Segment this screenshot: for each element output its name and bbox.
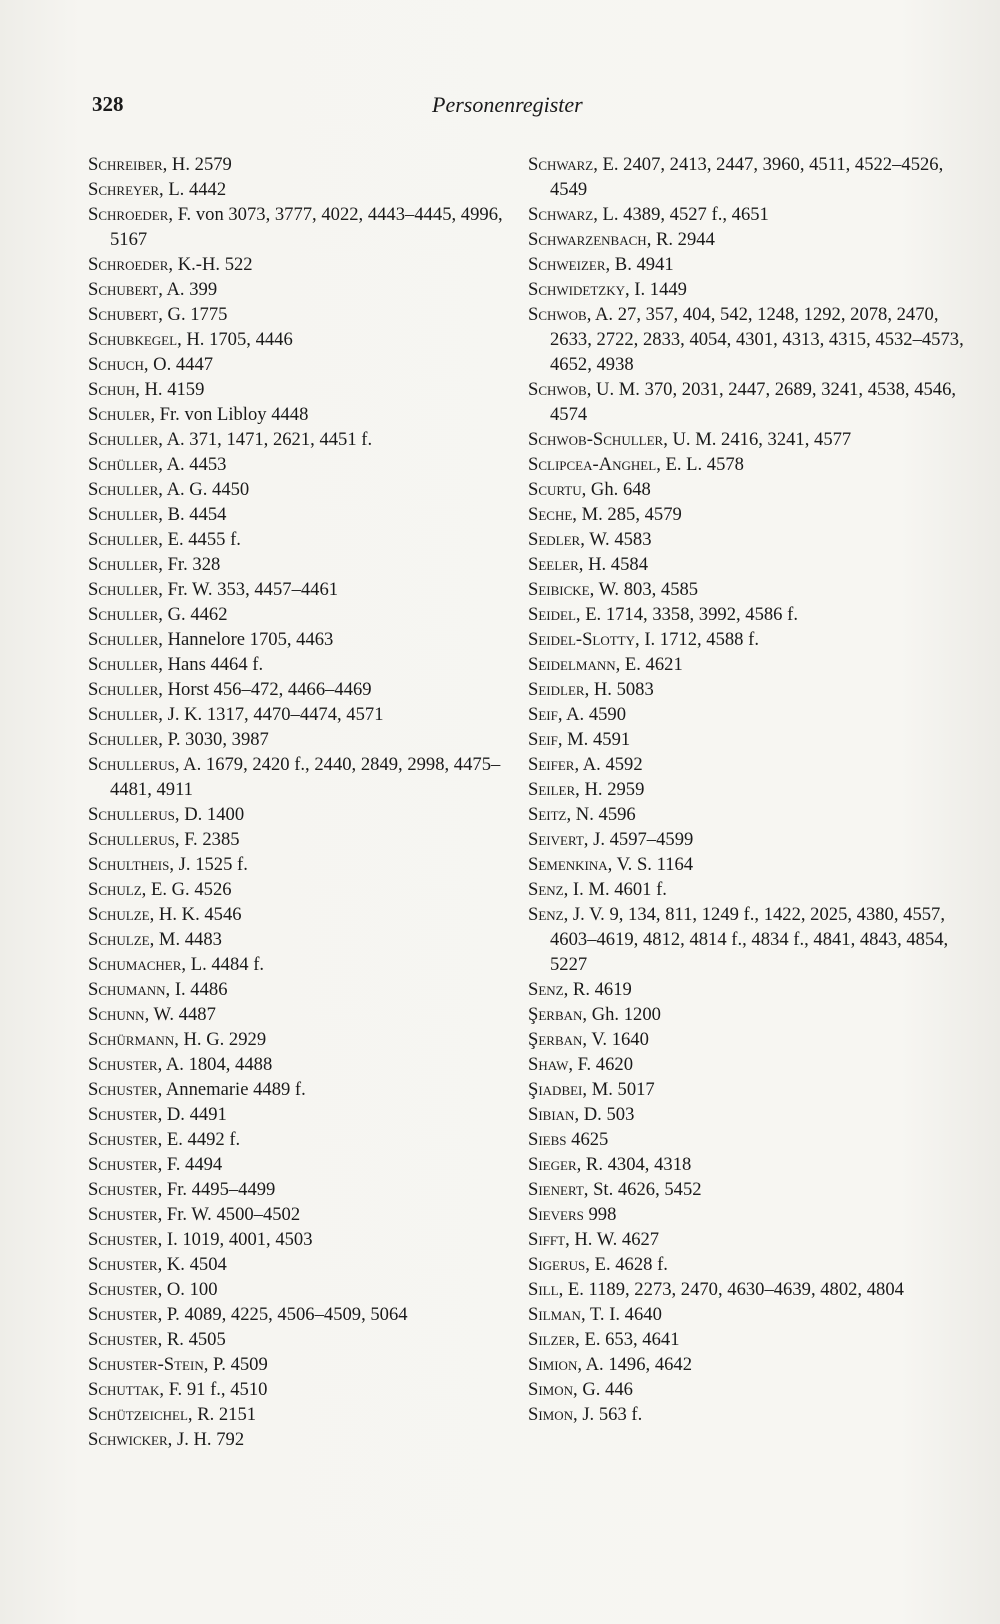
index-entry <box>528 802 968 827</box>
entry-references: , St. 4626, 5452 <box>583 1179 702 1200</box>
entry-name: Seiler <box>528 779 576 800</box>
index-entry <box>88 1427 508 1452</box>
entry-references: , A. 4453 <box>158 454 227 475</box>
entry-name: Seivert <box>528 829 584 850</box>
index-entry <box>528 477 968 502</box>
index-entry <box>88 1052 508 1077</box>
index-entry <box>528 1377 968 1402</box>
entry-name: Schuster <box>88 1079 158 1100</box>
entry-name: Schuller <box>88 679 159 700</box>
index-entry <box>528 1177 968 1202</box>
entry-references: , F. 4494 <box>157 1154 223 1175</box>
entry-references: , E. L. 4578 <box>656 454 744 475</box>
entry-references: , Fr. von Libloy 4448 <box>150 404 309 425</box>
entry-references: , H. G. 2929 <box>174 1029 267 1050</box>
index-entry <box>88 1277 508 1302</box>
entry-name: Schuller <box>88 429 159 450</box>
entry-name: Schuster <box>88 1279 158 1300</box>
index-entry <box>88 402 508 427</box>
entry-references: , V. 1640 <box>582 1029 649 1050</box>
entry-name: Seibicke <box>528 579 590 600</box>
entry-references: , Fr. W. 353, 4457–4461 <box>158 579 339 600</box>
entry-references: , J. 563 f. <box>573 1404 643 1425</box>
entry-name: Schumacher <box>88 954 182 975</box>
entry-references: , Annemarie 4489 f. <box>157 1079 306 1100</box>
entry-references: , K.-H. 522 <box>168 254 253 275</box>
entry-name: Schultheis <box>88 854 170 875</box>
entry-name: Senz <box>528 879 564 900</box>
entry-references: , G. 446 <box>573 1379 633 1400</box>
entry-name: Schützeichel <box>88 1404 188 1425</box>
index-entry <box>88 877 508 902</box>
index-entry <box>528 977 968 1002</box>
entry-name: Schwob-Schuller <box>528 429 664 450</box>
entry-references: , Hans 4464 f. <box>158 654 264 675</box>
entry-references: , H. 4584 <box>578 554 648 575</box>
index-entry <box>528 702 968 727</box>
entry-name: Schullerus <box>88 829 175 850</box>
entry-references: , A. 399 <box>158 279 218 300</box>
index-entry <box>88 327 508 352</box>
entry-references: , E. 653, 4641 <box>575 1329 680 1350</box>
entry-name: Silzer <box>528 1329 576 1350</box>
index-entry <box>88 952 508 977</box>
entry-references: , A. 1496, 4642 <box>577 1354 693 1375</box>
entry-references: , R. 2151 <box>187 1404 257 1425</box>
entry-name: Seifer <box>528 754 575 775</box>
entry-references: , A. 27, 357, 404, 542, 1248, 1292, 2078, 2470, 2633, 2722, 2833, 4054, 4301, 4313, 4315, 4532–4573, 4652, 4938 <box>550 304 964 375</box>
entry-references: , H. 1705, 4446 <box>177 329 293 350</box>
index-entry <box>528 527 968 552</box>
index-entry <box>88 352 508 377</box>
entry-name: Sill <box>528 1279 559 1300</box>
entry-name: Schwarzenbach <box>528 229 647 250</box>
entry-references: , E. 4455 f. <box>158 529 241 550</box>
index-entry <box>88 1352 508 1377</box>
entry-name: Schuster <box>88 1104 158 1125</box>
entry-name: Schubert <box>88 279 159 300</box>
entry-name: Sienert <box>528 1179 584 1200</box>
entry-references: , A. 1679, 2420 f., 2440, 2849, 2998, 4475–4481, 4911 <box>110 754 501 800</box>
entry-name: Schreiber <box>88 154 163 175</box>
entry-references: , I. M. 4601 f. <box>563 879 667 900</box>
entry-name: Simon <box>528 1379 574 1400</box>
entry-references: 4625 <box>566 1129 609 1150</box>
index-entry <box>88 927 508 952</box>
entry-name: Schüller <box>88 454 159 475</box>
entry-name: Seeler <box>528 554 579 575</box>
entry-name: Şerban <box>528 1004 583 1025</box>
index-entry <box>528 1152 968 1177</box>
index-entry <box>528 1102 968 1127</box>
entry-name: Senz <box>528 979 564 1000</box>
index-entry <box>528 427 968 452</box>
entry-name: Seidel-Slotty <box>528 629 636 650</box>
entry-references: 998 <box>583 1204 617 1225</box>
entry-references: , H. 4159 <box>135 379 205 400</box>
entry-name: Schuler <box>88 404 151 425</box>
entry-name: Schubert <box>88 304 159 325</box>
index-entry <box>528 202 968 227</box>
index-entry <box>88 152 508 177</box>
index-entry <box>528 277 968 302</box>
entry-name: Schulze <box>88 904 150 925</box>
entry-name: Schunn <box>88 1004 145 1025</box>
entry-references: , Hannelore 1705, 4463 <box>158 629 334 650</box>
entry-name: Scurtu <box>528 479 582 500</box>
index-entry <box>528 152 968 202</box>
entry-references: , I. 1019, 4001, 4503 <box>157 1229 313 1250</box>
index-entry <box>88 1327 508 1352</box>
index-entry <box>528 652 968 677</box>
entry-references: , P. 4089, 4225, 4506–4509, 5064 <box>157 1304 408 1325</box>
index-entry <box>528 777 968 802</box>
index-entry <box>88 527 508 552</box>
entry-references: , V. S. 1164 <box>607 854 694 875</box>
entry-name: Sigerus <box>528 1254 586 1275</box>
index-entry <box>88 377 508 402</box>
index-entry <box>88 1077 508 1102</box>
entry-references: , K. 4504 <box>157 1254 227 1275</box>
index-entry <box>88 452 508 477</box>
entry-references: , L. 4442 <box>159 179 227 200</box>
index-entry <box>88 177 508 202</box>
entry-name: Schuller <box>88 579 159 600</box>
entry-references: , E. 1189, 2273, 2470, 4630–4639, 4802, 4804 <box>558 1279 904 1300</box>
entry-name: Schuller <box>88 529 159 550</box>
entry-name: Schwob <box>528 304 587 325</box>
entry-references: , U. M. 370, 2031, 2447, 2689, 3241, 4538, 4546, 4574 <box>550 379 957 425</box>
entry-references: , Fr. W. 4500–4502 <box>157 1204 301 1225</box>
entry-name: Schuster <box>88 1179 158 1200</box>
entry-name: Seidel <box>528 604 576 625</box>
entry-name: Seif <box>528 704 558 725</box>
entry-name: Seidler <box>528 679 585 700</box>
index-entry <box>88 1402 508 1427</box>
entry-name: Şiadbei <box>528 1079 583 1100</box>
index-entry <box>88 1377 508 1402</box>
entry-name: Sifft <box>528 1229 566 1250</box>
entry-references: , W. 4583 <box>580 529 652 550</box>
entry-name: Schuller <box>88 654 159 675</box>
entry-name: Schwicker <box>88 1429 168 1450</box>
index-entry <box>528 1252 968 1277</box>
index-entry <box>88 1127 508 1152</box>
running-title: Personenregister <box>432 92 583 117</box>
index-entry <box>528 502 968 527</box>
index-entry <box>528 552 968 577</box>
entry-name: Schuster <box>88 1304 158 1325</box>
index-entry <box>88 652 508 677</box>
entry-references: , D. 503 <box>574 1104 635 1125</box>
index-entry <box>528 1302 968 1327</box>
entry-references: , A. 1804, 4488 <box>157 1054 273 1075</box>
entry-name: Schuller <box>88 704 159 725</box>
entry-references: , R. 2944 <box>646 229 715 250</box>
index-entry <box>88 427 508 452</box>
entry-references: , J. K. 1317, 4470–4474, 4571 <box>158 704 384 725</box>
entry-references: , Fr. 4495–4499 <box>157 1179 276 1200</box>
entry-references: , F. 91 f., 4510 <box>159 1379 268 1400</box>
index-entry <box>528 1002 968 1027</box>
index-entry <box>88 752 508 802</box>
index-entry <box>528 902 968 977</box>
index-entry <box>528 727 968 752</box>
index-entry <box>528 1352 968 1377</box>
index-entry <box>528 1227 968 1252</box>
index-entry <box>528 302 968 377</box>
index-entry <box>88 852 508 877</box>
entry-references: , H. K. 4546 <box>149 904 242 925</box>
entry-references: , P. 3030, 3987 <box>158 729 269 750</box>
entry-name: Schuster <box>88 1329 158 1350</box>
entry-name: Senz <box>528 904 564 925</box>
entry-name: Schuster <box>88 1254 158 1275</box>
index-entry <box>528 627 968 652</box>
index-entry <box>528 577 968 602</box>
index-entry <box>88 252 508 277</box>
index-entry <box>88 302 508 327</box>
entry-references: , F. 2385 <box>174 829 240 850</box>
entry-name: Seitz <box>528 804 567 825</box>
entry-name: Schuster <box>88 1054 158 1075</box>
entry-name: Sieger <box>528 1154 577 1175</box>
entry-references: , A. G. 4450 <box>158 479 250 500</box>
entry-name: Schwarz <box>528 204 594 225</box>
entry-references: , E. G. 4526 <box>141 879 232 900</box>
entry-references: , A. 4590 <box>557 704 627 725</box>
entry-references: , U. M. 2416, 3241, 4577 <box>663 429 852 450</box>
index-entry <box>528 1202 968 1227</box>
index-entry <box>88 502 508 527</box>
entry-name: Schweizer <box>528 254 606 275</box>
entry-references: , D. 1400 <box>174 804 245 825</box>
entry-name: Simon <box>528 1404 574 1425</box>
entry-references: , A. 371, 1471, 2621, 4451 f. <box>158 429 373 450</box>
entry-name: Schuster <box>88 1229 158 1250</box>
index-entry <box>88 1152 508 1177</box>
entry-references: , L. 4484 f. <box>181 954 265 975</box>
index-entry <box>88 1177 508 1202</box>
entry-name: Schreyer <box>88 179 160 200</box>
entry-name: Schuh <box>88 379 136 400</box>
index-entry <box>528 227 968 252</box>
index-entry <box>528 877 968 902</box>
entry-references: , N. 4596 <box>566 804 636 825</box>
entry-name: Schuller <box>88 479 159 500</box>
entry-references: , H. 2959 <box>575 779 645 800</box>
index-entry <box>528 1052 968 1077</box>
entry-name: Siebs <box>528 1129 567 1150</box>
index-entry <box>528 852 968 877</box>
entry-name: Silman <box>528 1304 581 1325</box>
entry-name: Semenkina <box>528 854 608 875</box>
entry-references: , J. V. 9, 134, 811, 1249 f., 1422, 2025, 4380, 4557, 4603–4619, 4812, 4814 f., 4834 f., 4841, 4843, 4854, 5227 <box>550 904 949 975</box>
entry-references: , A. 4592 <box>574 754 643 775</box>
index-entry <box>528 1277 968 1302</box>
entry-name: Schullerus <box>88 754 175 775</box>
entry-name: Şerban <box>528 1029 583 1050</box>
entry-name: Schwarz <box>528 154 594 175</box>
entry-references: , Gh. 648 <box>581 479 651 500</box>
entry-references: , T. I. 4640 <box>580 1304 662 1325</box>
entry-name: Schroeder <box>88 204 169 225</box>
index-entry <box>88 1027 508 1052</box>
entry-references: , O. 100 <box>157 1279 218 1300</box>
index-entry <box>88 1252 508 1277</box>
index-entry <box>88 902 508 927</box>
index-entry <box>88 677 508 702</box>
index-entry <box>528 1327 968 1352</box>
entry-references: , F. 4620 <box>568 1054 633 1075</box>
entry-references: , B. 4941 <box>605 254 674 275</box>
entry-references: , E. 2407, 2413, 2447, 3960, 4511, 4522–4526, 4549 <box>550 154 944 200</box>
entry-name: Schuster <box>88 1154 158 1175</box>
entry-references: , W. 4487 <box>144 1004 216 1025</box>
index-entry <box>528 1077 968 1102</box>
entry-name: Sclipcea-Anghel <box>528 454 657 475</box>
index-entry <box>88 602 508 627</box>
entry-references: , R. 4304, 4318 <box>576 1154 692 1175</box>
page-number: 328 <box>92 92 124 116</box>
index-entry <box>88 477 508 502</box>
entry-references: , J. H. 792 <box>167 1429 245 1450</box>
index-entry <box>88 627 508 652</box>
entry-name: Schuttak <box>88 1379 160 1400</box>
index-entry <box>88 702 508 727</box>
entry-name: Simion <box>528 1354 578 1375</box>
index-entry <box>528 1402 968 1427</box>
entry-references: , M. 285, 4579 <box>572 504 682 525</box>
page-header <box>92 92 940 122</box>
entry-references: , H. W. 4627 <box>565 1229 660 1250</box>
entry-references: , E. 4628 f. <box>585 1254 668 1275</box>
entry-name: Schulz <box>88 879 142 900</box>
entry-name: Sievers <box>528 1204 584 1225</box>
entry-references: , E. 4621 <box>615 654 683 675</box>
entry-references: , F. von 3073, 3777, 4022, 4443–4445, 4996, 5167 <box>110 204 503 250</box>
entry-name: Schuller <box>88 629 159 650</box>
index-entry <box>528 677 968 702</box>
entry-references: , I. 4486 <box>165 979 228 1000</box>
index-entry <box>528 602 968 627</box>
entry-references: , O. 4447 <box>143 354 214 375</box>
index-entry <box>88 802 508 827</box>
index-entry <box>88 977 508 1002</box>
entry-name: Schuster-Stein <box>88 1354 204 1375</box>
entry-name: Sibian <box>528 1104 575 1125</box>
index-entry <box>88 577 508 602</box>
entry-references: , M. 4591 <box>557 729 631 750</box>
entry-references: , L. 4389, 4527 f., 4651 <box>593 204 769 225</box>
index-entry <box>88 1102 508 1127</box>
entry-name: Schroeder <box>88 254 169 275</box>
index-entry <box>88 1202 508 1227</box>
entry-name: Sedler <box>528 529 581 550</box>
entry-name: Schürmann <box>88 1029 175 1050</box>
entry-references: , J. 1525 f. <box>169 854 248 875</box>
entry-name: Schuller <box>88 729 159 750</box>
entry-name: Schuller <box>88 504 159 525</box>
entry-references: , R. 4619 <box>563 979 632 1000</box>
entry-references: , H. 5083 <box>584 679 654 700</box>
entry-name: Schumann <box>88 979 166 1000</box>
entry-references: , D. 4491 <box>157 1104 227 1125</box>
entry-references: , I. 1449 <box>625 279 687 300</box>
index-entry <box>528 452 968 477</box>
entry-name: Seidelmann <box>528 654 616 675</box>
entry-references: , P. 4509 <box>203 1354 268 1375</box>
entry-name: Shaw <box>528 1054 569 1075</box>
entry-references: , I. 1712, 4588 f. <box>635 629 759 650</box>
index-entry <box>88 827 508 852</box>
entry-references: , B. 4454 <box>158 504 227 525</box>
index-entry <box>528 827 968 852</box>
entry-references: , R. 4505 <box>157 1329 226 1350</box>
entry-references: , J. 4597–4599 <box>583 829 694 850</box>
index-entry <box>88 202 508 252</box>
index-entry <box>88 277 508 302</box>
entry-name: Schuller <box>88 554 159 575</box>
entry-references: , Fr. 328 <box>158 554 221 575</box>
entry-references: , E. 4492 f. <box>157 1129 241 1150</box>
entry-name: Schuster <box>88 1129 158 1150</box>
entry-references: , E. 1714, 3358, 3992, 4586 f. <box>575 604 798 625</box>
entry-references: , M. 5017 <box>582 1079 655 1100</box>
entry-name: Schubkegel <box>88 329 178 350</box>
entry-name: Schuster <box>88 1204 158 1225</box>
entry-name: Seif <box>528 729 558 750</box>
index-entry <box>528 752 968 777</box>
index-entry <box>528 1027 968 1052</box>
index-column-left <box>88 152 508 1452</box>
entry-references: , H. 2579 <box>162 154 232 175</box>
entry-references: , Horst 456–472, 4466–4469 <box>158 679 372 700</box>
index-entry <box>88 1302 508 1327</box>
index-entry <box>528 377 968 427</box>
index-entry <box>88 727 508 752</box>
entry-name: Schwidetzky <box>528 279 625 300</box>
entry-name: Schulze <box>88 929 150 950</box>
entry-name: Schullerus <box>88 804 175 825</box>
index-entry <box>88 1002 508 1027</box>
index-column-right <box>528 152 968 1427</box>
entry-name: Schuch <box>88 354 144 375</box>
entry-references: , W. 803, 4585 <box>589 579 699 600</box>
index-entry <box>528 252 968 277</box>
entry-references: , G. 1775 <box>158 304 228 325</box>
index-entry <box>528 1127 968 1152</box>
index-entry <box>88 1227 508 1252</box>
entry-name: Schwob <box>528 379 587 400</box>
index-entry <box>88 552 508 577</box>
entry-name: Schuller <box>88 604 159 625</box>
entry-references: , M. 4483 <box>149 929 222 950</box>
entry-references: , G. 4462 <box>158 604 228 625</box>
entry-name: Seche <box>528 504 573 525</box>
entry-references: , Gh. 1200 <box>582 1004 661 1025</box>
